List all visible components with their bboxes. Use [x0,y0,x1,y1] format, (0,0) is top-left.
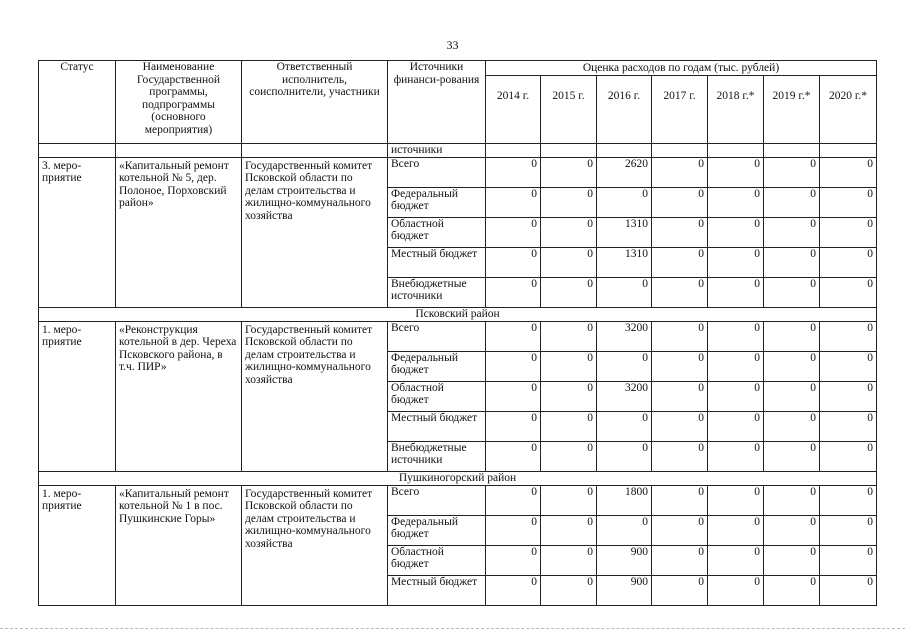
value-cell: 0 [764,515,820,545]
value-cell: 0 [486,157,541,187]
value-cell: 0 [764,545,820,575]
source-label: Всего [388,157,486,187]
value-cell: 0 [541,411,597,441]
value-cell: 0 [486,515,541,545]
header-year: 2016 г. [597,76,652,144]
value-cell: 0 [652,381,708,411]
value-cell: 0 [597,187,652,217]
value-cell: 0 [708,351,764,381]
value-cell: 0 [486,351,541,381]
value-cell: 0 [652,187,708,217]
executor-cell: Государственный комитет Псковской области по делам строительства и жилищно-коммунального хозяйства [242,485,388,605]
value-cell: 0 [708,157,764,187]
value-cell: 0 [708,485,764,515]
value-cell: 900 [597,545,652,575]
value-cell: 0 [820,351,877,381]
value-cell: 0 [764,485,820,515]
header-costs: Оценка расходов по годам (тыс. рублей) [486,61,877,76]
header-year: 2020 г.* [820,76,877,144]
source-label: Всего [388,321,486,351]
value-cell: 0 [541,545,597,575]
header-executor: Ответственный исполнитель, соисполнители, участники [242,61,388,144]
value-cell: 0 [541,381,597,411]
value-cell: 0 [820,321,877,351]
value-cell: 0 [652,411,708,441]
header-year: 2018 г.* [708,76,764,144]
source-label: Федеральный бюджет [388,515,486,545]
value-cell: 0 [597,441,652,471]
header-status: Статус [39,61,116,144]
source-label: Областной бюджет [388,217,486,247]
value-cell: 0 [541,441,597,471]
value-cell: 3200 [597,321,652,351]
value-cell: 0 [820,575,877,605]
value-cell: 0 [652,351,708,381]
value-cell: 0 [486,247,541,277]
value-cell: 0 [541,485,597,515]
value-cell: 0 [597,515,652,545]
value-cell: 0 [708,411,764,441]
region-title: Псковский район [39,307,877,321]
value-cell: 0 [708,217,764,247]
value-cell: 0 [486,575,541,605]
table-row [39,157,877,187]
measure-name-cell: «Капитальный ремонт котельной № 5, дер. Полоное, Порховский район» [116,157,242,307]
source-label: Местный бюджет [388,411,486,441]
value-cell: 0 [652,545,708,575]
value-cell: 0 [652,515,708,545]
value-cell: 0 [486,187,541,217]
value-cell: 0 [764,321,820,351]
value-cell: 0 [486,411,541,441]
value-cell: 0 [652,217,708,247]
value-cell: 0 [541,217,597,247]
status-cell: 3. меро-приятие [39,157,116,307]
value-cell: 0 [541,321,597,351]
value-cell: 0 [708,321,764,351]
measure-name-cell: «Реконструкция котельной в дер. Череха Псковского района, в т.ч. ПИР» [116,321,242,471]
source-label: Федеральный бюджет [388,351,486,381]
source-label: Федеральный бюджет [388,187,486,217]
value-cell: 0 [541,575,597,605]
value-cell: 900 [597,575,652,605]
value-cell: 0 [486,485,541,515]
status-cell: 1. меро-приятие [39,485,116,605]
value-cell: 0 [652,485,708,515]
value-cell: 0 [541,187,597,217]
source-label: Местный бюджет [388,575,486,605]
value-cell: 0 [708,545,764,575]
table-row [39,321,877,351]
value-cell: 0 [597,351,652,381]
status-cell: 1. меро-приятие [39,321,116,471]
scan-edge-line [0,628,905,629]
value-cell: 1310 [597,217,652,247]
value-cell: 0 [652,277,708,307]
source-label: Местный бюджет [388,247,486,277]
value-cell: 0 [597,411,652,441]
value-cell: 0 [764,441,820,471]
source-label: Областной бюджет [388,381,486,411]
executor-cell: Государственный комитет Псковской области по делам строительства и жилищно-коммунального хозяйства [242,157,388,307]
value-cell: 0 [820,277,877,307]
value-cell: 0 [764,277,820,307]
table-row [39,485,877,515]
value-cell: 0 [652,575,708,605]
value-cell: 0 [708,247,764,277]
region-row [39,471,877,485]
source-label: Внебюджетные источники [388,277,486,307]
value-cell: 3200 [597,381,652,411]
value-cell: 0 [486,277,541,307]
value-cell: 0 [708,187,764,217]
value-cell: 0 [541,157,597,187]
value-cell: 0 [708,515,764,545]
header-sources: Источники финанси-рования [388,61,486,144]
value-cell: 0 [541,515,597,545]
value-cell: 0 [708,277,764,307]
value-cell: 0 [820,217,877,247]
value-cell: 0 [486,545,541,575]
value-cell: 0 [820,441,877,471]
value-cell: 0 [652,247,708,277]
header-name: Наименование Государственной программы, подпрограммы (основного мероприятия) [116,61,242,144]
header-year: 2014 г. [486,76,541,144]
value-cell: 0 [764,575,820,605]
value-cell: 0 [652,157,708,187]
header-year: 2017 г. [652,76,708,144]
value-cell: 0 [764,351,820,381]
value-cell: 0 [486,441,541,471]
carry-over-row [39,144,877,158]
value-cell: 2620 [597,157,652,187]
value-cell: 0 [820,515,877,545]
value-cell: 0 [597,277,652,307]
value-cell: 0 [652,441,708,471]
value-cell: 1800 [597,485,652,515]
value-cell: 0 [486,381,541,411]
measure-name-cell: «Капитальный ремонт котельной № 1 в пос. Пушкинские Горы» [116,485,242,605]
value-cell: 0 [541,277,597,307]
source-label: Всего [388,485,486,515]
expenditure-table [38,60,877,606]
value-cell: 0 [708,381,764,411]
value-cell: 0 [764,381,820,411]
source-label: Областной бюджет [388,545,486,575]
value-cell: 0 [820,187,877,217]
value-cell: 0 [652,321,708,351]
value-cell: 0 [820,411,877,441]
value-cell: 0 [764,187,820,217]
value-cell: 0 [820,545,877,575]
source-label: Внебюджетные источники [388,441,486,471]
value-cell: 0 [486,321,541,351]
value-cell: 0 [764,247,820,277]
value-cell: 0 [486,217,541,247]
value-cell: 1310 [597,247,652,277]
region-row [39,307,877,321]
value-cell: 0 [820,381,877,411]
value-cell: 0 [708,575,764,605]
header-year: 2019 г.* [764,76,820,144]
header-year: 2015 г. [541,76,597,144]
page-number: 33 [446,38,459,52]
region-title: Пушкиногорский район [39,471,877,485]
value-cell: 0 [820,247,877,277]
value-cell: 0 [708,441,764,471]
value-cell: 0 [764,411,820,441]
value-cell: 0 [541,351,597,381]
value-cell: 0 [764,217,820,247]
executor-cell: Государственный комитет Псковской области по делам строительства и жилищно-коммунального хозяйства [242,321,388,471]
value-cell: 0 [820,485,877,515]
source-label: источники [388,144,486,158]
value-cell: 0 [820,157,877,187]
value-cell: 0 [541,247,597,277]
value-cell: 0 [764,157,820,187]
